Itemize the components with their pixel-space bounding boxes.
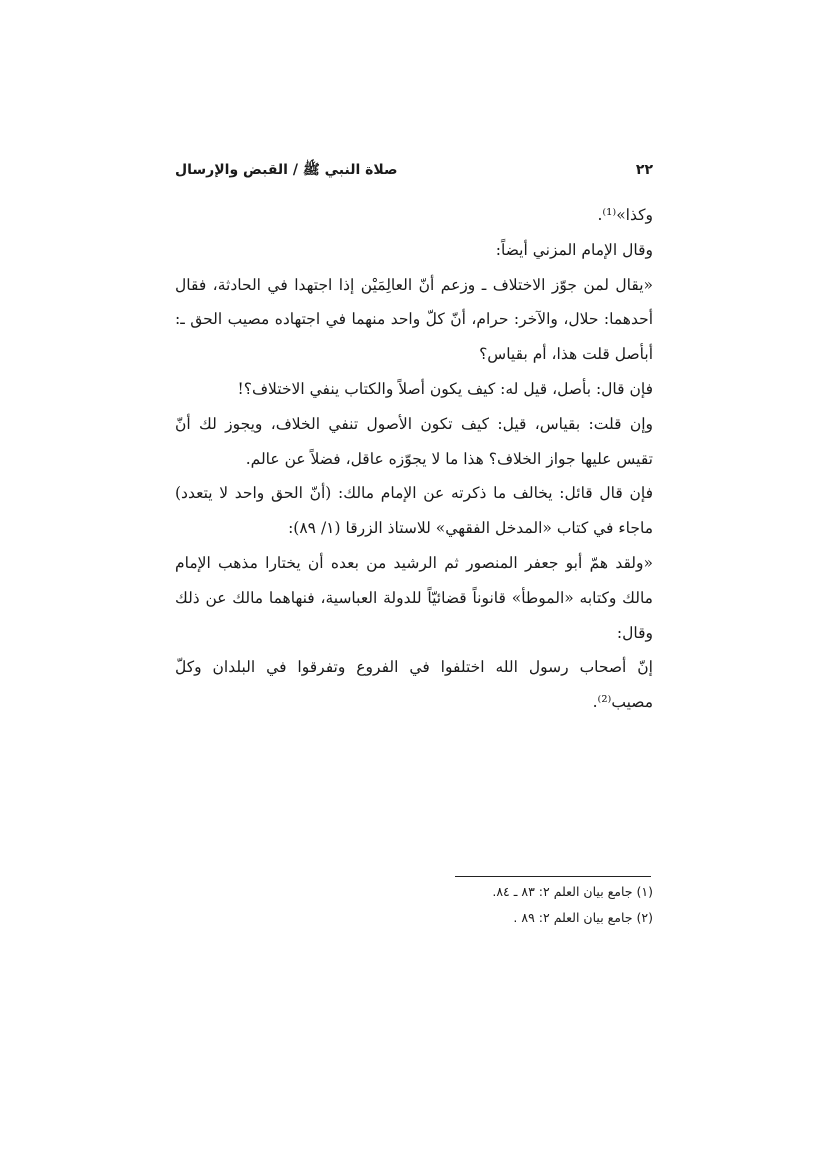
paragraph: وقال الإمام المزني أيضاً:	[495, 240, 653, 259]
footnote: (٢) جامع بيان العلم ٢: ٨٩ .	[513, 910, 653, 925]
paragraph: وإن قلت: بقياس، قيل: كيف تكون الأصول تنفي الخلاف، ويجوز لك أنّ تقيس عليها جواز الخلاف؟ هذا ما لا يجوّزه عاقل، فضلاً عن عالم.	[175, 414, 653, 468]
footnotes	[175, 879, 653, 931]
paragraph: وكذا»⁽¹⁾.	[597, 206, 653, 224]
quote-paragraph: «يقال لمن جوّز الاختلاف ـ وزعم أنّ العالِمَيْن إذا اجتهدا في الحادثة، فقال أحدهما: حلال، والآخر: حرام، أنّ كلّ واحد منهما في اجتهاده مصيب الحق ـ: أبأصل قلت هذا، أم بقياس؟	[175, 275, 653, 364]
quote-paragraph: «ولقد همّ أبو جعفر المنصور ثم الرشيد من بعده أن يختارا مذهب الإمام مالك وكتابه «الموطأ» قانوناً قضائيّاً للدولة العباسية، فنهاهما مالك عن ذلك وقال:	[175, 553, 653, 642]
main-text	[175, 198, 653, 720]
footnote-divider	[455, 876, 651, 877]
paragraph: فإن قال قائل: يخالف ما ذكرته عن الإمام مالك: (أنّ الحق واحد لا يتعدد) ماجاء في كتاب «المدخل الفقهي» للاستاذ الزرقا (١/ ٨٩):	[175, 484, 653, 538]
chapter-title: صلاة النبي ﷺ / القبض والإرسال	[175, 162, 398, 178]
running-header	[175, 156, 653, 184]
footnote: (١) جامع بيان العلم ٢: ٨٣ ـ ٨٤.	[492, 884, 653, 899]
paragraph: فإن قال: بأصل، قيل له: كيف يكون أصلاً والكتاب ينفي الاختلاف؟!	[237, 379, 653, 398]
page-number: ٢٢	[635, 162, 653, 178]
paragraph: إنّ أصحاب رسول الله اختلفوا في الفروع وتفرقوا في البلدان وكلّ مصيب⁽²⁾.	[175, 658, 653, 712]
